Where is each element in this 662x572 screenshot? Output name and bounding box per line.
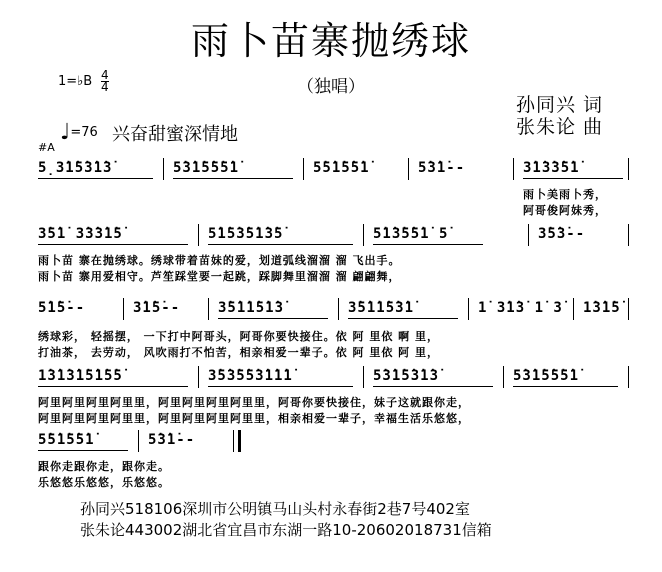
measure: 5̇3̇1̇-- xyxy=(418,160,466,176)
measure: 5̇3̇1̇5̇3̇1̇3̇ xyxy=(373,368,440,384)
section-mark: #A xyxy=(38,141,55,154)
measure: 5̇1̇3̇5̇5̇1̇ 5̇ xyxy=(373,226,449,242)
measure: 5̇1̇5̇-- xyxy=(38,300,86,316)
bar-line xyxy=(303,158,304,180)
bar-line xyxy=(138,430,139,452)
lyric-line: 雨卜苗 寨用爱相守。芦笙踩堂要一起跳，踩脚舞里溜溜 溜 翩翩舞， xyxy=(38,270,401,283)
measure: 5̇3̇1̇5̇5̇5̇1̇ xyxy=(513,368,580,384)
tempo-value: =76 xyxy=(70,125,98,140)
bar-line xyxy=(528,224,529,246)
measure: 3̇5̇1̇1̇5̇1̇3̇ xyxy=(218,300,285,316)
bar-line xyxy=(628,224,629,246)
beam-line xyxy=(523,178,623,179)
bar-line xyxy=(628,158,629,180)
time-signature xyxy=(101,70,109,93)
expression-marking: 兴奋甜蜜深情地 xyxy=(112,124,238,145)
bar-line xyxy=(628,298,629,320)
bar-line xyxy=(123,298,124,320)
measure: 3̇1̇3̇3̇5̇1̇ xyxy=(523,160,580,176)
beam-line xyxy=(38,244,188,245)
lyric-line: 阿哥俊阿妹秀， xyxy=(523,204,607,217)
lyric-line: 阿里阿里阿里阿里里，阿里阿里阿里阿里里，阿哥你要快接住，妹子这就跟你走， xyxy=(38,396,470,409)
bar-line xyxy=(468,298,469,320)
meter-bottom: 4 xyxy=(101,80,109,94)
bar-line xyxy=(198,366,199,388)
beam-line xyxy=(38,386,188,387)
measure: 5̣3̇1̇5̇3̇1̇3̇ xyxy=(38,160,113,176)
measure: 3̇5̇1̇1̇5̇3̇1̇ xyxy=(348,300,415,316)
meter-top: 4 xyxy=(101,68,109,82)
measure: 5̇3̇1̇-- xyxy=(148,432,196,448)
measure: 5̇5̇1̇5̇5̇1̇ xyxy=(313,160,370,176)
lyricist-credit: 孙同兴 词 xyxy=(516,94,604,116)
contact-address-2: 张朱论443002湖北省宜昌市东湖一路10-20602018731信箱 xyxy=(80,521,492,539)
bar-line xyxy=(628,366,629,388)
tempo-marking xyxy=(60,120,98,145)
beam-line xyxy=(373,244,483,245)
bar-line xyxy=(513,158,514,180)
measure: 3̇1̇5̇-- xyxy=(133,300,181,316)
beam-line xyxy=(218,318,328,319)
quarter-note-icon: ♩ xyxy=(60,120,71,145)
lyric-line: 绣球彩， 轻摇摆， 一下打中阿哥头，阿哥你要快接住。依 阿 里依 啊 里， xyxy=(38,330,439,343)
lyric-line: 雨卜美雨卜秀， xyxy=(523,188,607,201)
bar-line xyxy=(503,366,504,388)
measure: 1̇ 3̇1̇3̇ 1̇ 3̇ xyxy=(478,300,563,316)
bar-line xyxy=(208,298,209,320)
score-line-1 xyxy=(38,160,630,178)
lyric-line: 跟你走跟你走，跟你走。 xyxy=(38,460,170,473)
final-bar-line xyxy=(238,430,241,452)
measure: 3̇5̇3̇5̇5̇3̇1̇1̇1̇ xyxy=(208,368,293,384)
bar-line xyxy=(408,158,409,180)
score-line-4 xyxy=(38,368,630,386)
bar-line xyxy=(363,224,364,246)
measure: 5̇3̇1̇5̇5̇5̇1̇ xyxy=(173,160,240,176)
beam-line xyxy=(348,318,458,319)
bar-line xyxy=(163,158,164,180)
bar-line xyxy=(233,430,234,452)
lyric-line: 阿里阿里阿里阿里里，阿里阿里阿里阿里里，相亲相爱一辈子，幸福生活乐悠悠， xyxy=(38,412,470,425)
lyric-line: 打油茶， 去劳动， 风吹雨打不怕苦，相亲相爱一辈子。依 阿 里依 阿 里， xyxy=(38,346,439,359)
contact-address-1: 孙同兴518106深圳市公明镇马山头村永春街2巷7号402室 xyxy=(80,500,470,518)
measure: 1̇3̇1̇3̇1̇5̇1̇5̇5̇ xyxy=(38,368,123,384)
score-line-2 xyxy=(38,226,630,244)
beam-line xyxy=(173,178,293,179)
measure: 3̇5̇3̇-- xyxy=(538,226,586,242)
measure: 3̇5̇1̇ 3̇3̇3̇1̇5̇ xyxy=(38,226,123,242)
score-line-5 xyxy=(38,432,630,450)
bar-line xyxy=(363,366,364,388)
lyric-line: 雨卜苗 寨在抛绣球。绣球带着苗妹的爱，划道弧线溜溜 溜 飞出手。 xyxy=(38,254,401,267)
bar-line xyxy=(573,298,574,320)
score-line-3 xyxy=(38,300,630,318)
beam-line xyxy=(208,386,353,387)
beam-line xyxy=(38,450,128,451)
beam-line xyxy=(513,386,618,387)
beam-line xyxy=(373,386,493,387)
key-signature: 1=♭B xyxy=(58,74,93,89)
bar-line xyxy=(198,224,199,246)
bar-line xyxy=(338,298,339,320)
song-subtitle: （独唱） xyxy=(297,77,365,97)
measure: 5̇1̇5̇3̇5̇1̇3̇5̇ xyxy=(208,226,284,242)
measure: 1̇3̇1̇5̇ xyxy=(583,300,621,316)
lyric-line: 乐悠悠乐悠悠，乐悠悠。 xyxy=(38,476,170,489)
composer-credit: 张朱论 曲 xyxy=(516,116,604,138)
song-title: 雨卜苗寨抛绣球 xyxy=(190,19,471,63)
beam-line xyxy=(38,178,153,179)
beam-line xyxy=(208,244,353,245)
measure: 5̇5̇1̇5̇5̇1̇ xyxy=(38,432,95,448)
